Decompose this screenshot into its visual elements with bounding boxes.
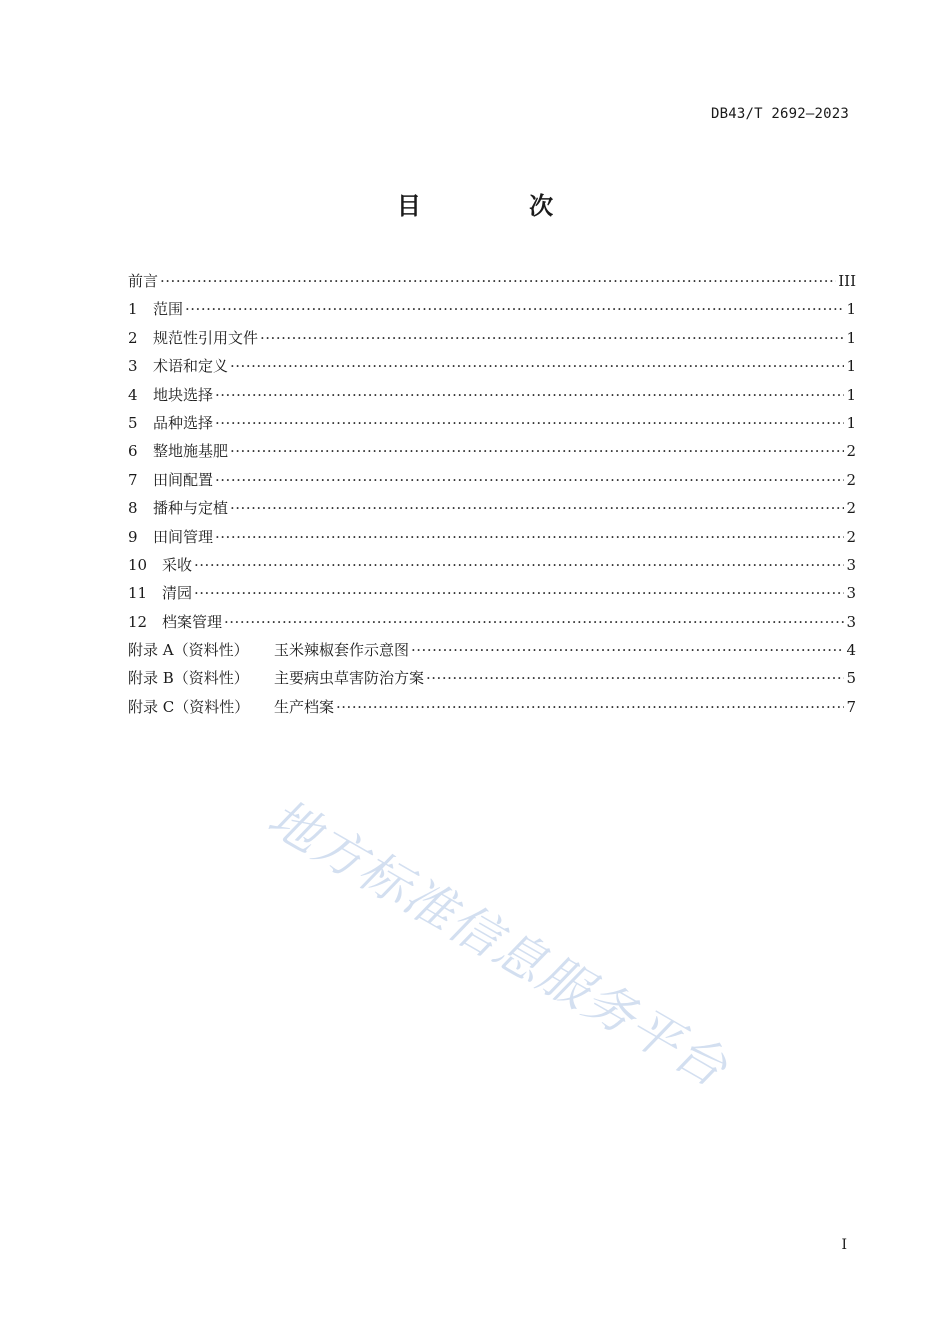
toc-entry-label: 玉米辣椒套作示意图 — [274, 641, 410, 660]
toc-leader-dots — [426, 664, 844, 692]
toc-entry-number: 6 — [128, 442, 138, 461]
toc-entry-page: 5 — [846, 669, 856, 688]
toc-entry-page: 3 — [846, 584, 856, 603]
toc-entry-page: 1 — [846, 413, 856, 432]
toc-entry-page: 3 — [846, 612, 856, 631]
toc-entry-normative-references[interactable] — [128, 324, 856, 352]
toc-leader-dots — [215, 381, 844, 409]
page-number: I — [841, 1237, 847, 1253]
toc-entry-appendix-b[interactable] — [128, 664, 856, 692]
toc-entry-page: 2 — [846, 442, 856, 461]
toc-entry-number: 2 — [128, 328, 138, 347]
toc-entry-foreword[interactable] — [128, 267, 856, 295]
toc-entry-label: 田间配置 — [153, 470, 214, 489]
toc-appendix-prefix: 附录 A（资料性） — [128, 641, 249, 660]
toc-entry-label: 规范性引用文件 — [153, 328, 259, 347]
toc-entry-label: 范围 — [153, 300, 184, 319]
toc-entry-variety-selection[interactable] — [128, 409, 856, 437]
toc-entry-label: 整地施基肥 — [153, 442, 229, 461]
toc-entry-label: 播种与定植 — [153, 499, 229, 518]
toc-entry-number: 8 — [128, 499, 138, 518]
toc-entry-number: 3 — [128, 357, 138, 376]
toc-entry-label: 采收 — [162, 555, 193, 574]
toc-entry-label: 主要病虫草害防治方案 — [274, 669, 425, 688]
toc-entry-page: 2 — [846, 499, 856, 518]
toc-entry-field-clearing[interactable] — [128, 579, 856, 607]
toc-leader-dots — [411, 636, 844, 664]
toc-leader-dots — [215, 409, 844, 437]
toc-entry-page: 1 — [846, 300, 856, 319]
toc-entry-plot-selection[interactable] — [128, 381, 856, 409]
toc-entry-label: 档案管理 — [162, 612, 223, 631]
toc-leader-dots — [260, 324, 844, 352]
toc-entry-land-preparation[interactable] — [128, 437, 856, 465]
toc-entry-page: 3 — [846, 555, 856, 574]
toc-appendix-prefix: 附录 B（资料性） — [128, 669, 249, 688]
toc-leader-dots — [194, 579, 844, 607]
toc-entry-number: 4 — [128, 385, 138, 404]
toc-entry-page: 2 — [846, 527, 856, 546]
toc-entry-appendix-a[interactable] — [128, 636, 856, 664]
toc-leader-dots — [336, 693, 844, 721]
toc-entry-page: 1 — [846, 357, 856, 376]
toc-entry-terms[interactable] — [128, 352, 856, 380]
table-of-contents — [128, 267, 856, 721]
toc-leader-dots — [215, 466, 844, 494]
toc-entry-page: III — [838, 272, 856, 290]
toc-leader-dots — [230, 494, 844, 522]
toc-leader-dots — [185, 295, 844, 323]
toc-leader-dots — [215, 523, 844, 551]
toc-entry-records-management[interactable] — [128, 608, 856, 636]
toc-entry-page: 1 — [846, 385, 856, 404]
toc-entry-number: 5 — [128, 413, 138, 432]
toc-leader-dots — [160, 267, 836, 295]
toc-entry-label: 品种选择 — [153, 413, 214, 432]
page-title: 目 次 — [396, 192, 604, 220]
toc-entry-number: 11 — [128, 584, 148, 603]
toc-entry-page: 4 — [846, 641, 856, 660]
toc-entry-field-configuration[interactable] — [128, 466, 856, 494]
toc-entry-field-management[interactable] — [128, 523, 856, 551]
toc-entry-page: 1 — [846, 328, 856, 347]
watermark: 地方标准信息服务平台 — [258, 788, 738, 1099]
toc-entry-number: 1 — [128, 300, 138, 319]
toc-entry-number: 12 — [128, 612, 148, 631]
toc-entry-label: 生产档案 — [274, 697, 335, 716]
toc-entry-label: 田间管理 — [153, 527, 214, 546]
toc-entry-appendix-c[interactable] — [128, 693, 856, 721]
toc-entry-sowing-planting[interactable] — [128, 494, 856, 522]
toc-entry-harvest[interactable] — [128, 551, 856, 579]
toc-leader-dots — [230, 352, 844, 380]
toc-leader-dots — [194, 551, 844, 579]
toc-entry-scope[interactable] — [128, 295, 856, 323]
standard-code: DB43/T 2692—2023 — [710, 106, 849, 122]
toc-appendix-prefix: 附录 C（资料性） — [128, 697, 250, 716]
toc-leader-dots — [224, 608, 844, 636]
toc-entry-number: 7 — [128, 470, 138, 489]
toc-entry-number: 9 — [128, 527, 138, 546]
toc-entry-label: 术语和定义 — [153, 357, 229, 376]
toc-entry-label: 前言 — [128, 272, 159, 290]
toc-entry-label: 地块选择 — [153, 385, 214, 404]
toc-entry-label: 清园 — [162, 584, 193, 603]
toc-entry-page: 2 — [846, 470, 856, 489]
toc-entry-number: 10 — [128, 555, 148, 574]
toc-entry-page: 7 — [846, 697, 856, 716]
toc-leader-dots — [230, 437, 844, 465]
